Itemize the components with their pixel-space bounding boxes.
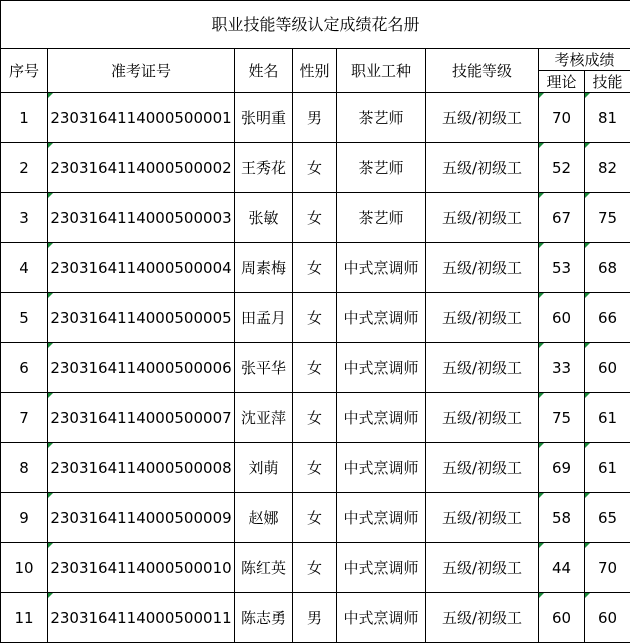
cell-job-text: 中式烹调师	[341, 408, 421, 428]
cell-level: 五级/初级工	[426, 293, 539, 343]
cell-job-text: 茶艺师	[341, 158, 421, 178]
cell-ticket: 2303164114000500003	[48, 193, 235, 243]
cell-job	[337, 293, 426, 343]
cell-seq: 6	[1, 343, 48, 393]
cell-job	[337, 343, 426, 393]
header-name: 姓名	[235, 49, 293, 93]
cell-ticket: 2303164114000500010	[48, 543, 235, 593]
cell-job-text: 中式烹调师	[341, 258, 421, 278]
cell-skill: 60	[585, 343, 630, 393]
cell-job-text: 中式烹调师	[341, 508, 421, 528]
cell-gender: 女	[293, 493, 337, 543]
cell-gender: 女	[293, 243, 337, 293]
cell-theory: 52	[539, 143, 585, 193]
table-row	[1, 493, 630, 543]
cell-level: 五级/初级工	[426, 593, 539, 643]
cell-ticket: 2303164114000500001	[48, 93, 235, 143]
cell-ticket: 2303164114000500007	[48, 393, 235, 443]
cell-theory: 33	[539, 343, 585, 393]
cell-gender: 男	[293, 593, 337, 643]
cell-seq: 10	[1, 543, 48, 593]
cell-seq: 11	[1, 593, 48, 643]
cell-skill: 61	[585, 443, 630, 493]
header-ticket: 准考证号	[48, 49, 235, 93]
table-row	[1, 593, 630, 643]
cell-job	[337, 243, 426, 293]
cell-job-text: 茶艺师	[341, 208, 421, 228]
cell-job	[337, 93, 426, 143]
cell-job-text: 中式烹调师	[341, 458, 421, 478]
cell-skill: 75	[585, 193, 630, 243]
cell-ticket: 2303164114000500006	[48, 343, 235, 393]
cell-theory: 67	[539, 193, 585, 243]
cell-level: 五级/初级工	[426, 493, 539, 543]
cell-seq: 5	[1, 293, 48, 343]
header-level: 技能等级	[426, 49, 539, 93]
cell-level: 五级/初级工	[426, 143, 539, 193]
cell-ticket: 2303164114000500004	[48, 243, 235, 293]
table-row	[1, 293, 630, 343]
cell-job-text: 中式烹调师	[341, 608, 421, 628]
cell-ticket: 2303164114000500005	[48, 293, 235, 343]
table-row	[1, 93, 630, 143]
cell-skill: 65	[585, 493, 630, 543]
cell-job	[337, 393, 426, 443]
cell-seq: 3	[1, 193, 48, 243]
cell-theory: 69	[539, 443, 585, 493]
cell-seq: 9	[1, 493, 48, 543]
cell-skill: 61	[585, 393, 630, 443]
table-row	[1, 193, 630, 243]
cell-gender: 男	[293, 93, 337, 143]
cell-gender: 女	[293, 293, 337, 343]
header-theory: 理论	[539, 71, 585, 93]
cell-level: 五级/初级工	[426, 93, 539, 143]
cell-skill: 60	[585, 593, 630, 643]
cell-theory: 58	[539, 493, 585, 543]
cell-theory: 70	[539, 93, 585, 143]
cell-ticket: 2303164114000500008	[48, 443, 235, 493]
cell-gender: 女	[293, 193, 337, 243]
table-row	[1, 443, 630, 493]
cell-job	[337, 193, 426, 243]
cell-job	[337, 143, 426, 193]
cell-name: 张敏	[235, 193, 293, 243]
cell-level: 五级/初级工	[426, 543, 539, 593]
cell-seq: 1	[1, 93, 48, 143]
cell-job-text: 茶艺师	[341, 108, 421, 128]
cell-seq: 8	[1, 443, 48, 493]
cell-seq: 7	[1, 393, 48, 443]
table-title: 职业技能等级认定成绩花名册	[1, 1, 630, 49]
table-row	[1, 393, 630, 443]
cell-name: 张平华	[235, 343, 293, 393]
cell-job	[337, 443, 426, 493]
cell-ticket: 2303164114000500009	[48, 493, 235, 543]
cell-level: 五级/初级工	[426, 243, 539, 293]
cell-skill: 66	[585, 293, 630, 343]
table-row	[1, 243, 630, 293]
cell-level: 五级/初级工	[426, 443, 539, 493]
cell-level: 五级/初级工	[426, 343, 539, 393]
cell-job-text: 中式烹调师	[341, 308, 421, 328]
table-row	[1, 543, 630, 593]
cell-gender: 女	[293, 393, 337, 443]
cell-job	[337, 593, 426, 643]
cell-name: 陈志勇	[235, 593, 293, 643]
cell-name: 张明重	[235, 93, 293, 143]
cell-name: 刘萌	[235, 443, 293, 493]
cell-gender: 女	[293, 143, 337, 193]
header-gender: 性别	[293, 49, 337, 93]
cell-seq: 4	[1, 243, 48, 293]
table-row	[1, 343, 630, 393]
cell-name: 王秀花	[235, 143, 293, 193]
cell-gender: 女	[293, 443, 337, 493]
cell-level: 五级/初级工	[426, 393, 539, 443]
cell-skill: 68	[585, 243, 630, 293]
cell-skill: 70	[585, 543, 630, 593]
cell-seq: 2	[1, 143, 48, 193]
cell-job	[337, 493, 426, 543]
cell-skill: 81	[585, 93, 630, 143]
cell-ticket: 2303164114000500002	[48, 143, 235, 193]
cell-job	[337, 543, 426, 593]
cell-theory: 44	[539, 543, 585, 593]
table-row	[1, 143, 630, 193]
cell-name: 沈亚萍	[235, 393, 293, 443]
cell-name: 陈红英	[235, 543, 293, 593]
cell-name: 赵娜	[235, 493, 293, 543]
cell-ticket: 2303164114000500011	[48, 593, 235, 643]
header-job: 职业工种	[337, 49, 426, 93]
cell-theory: 60	[539, 293, 585, 343]
cell-skill: 82	[585, 143, 630, 193]
header-skill: 技能	[585, 71, 630, 93]
cell-job-text: 中式烹调师	[341, 558, 421, 578]
cell-gender: 女	[293, 343, 337, 393]
cell-theory: 75	[539, 393, 585, 443]
cell-gender: 女	[293, 543, 337, 593]
cell-name: 田孟月	[235, 293, 293, 343]
header-seq: 序号	[1, 49, 48, 93]
cell-level: 五级/初级工	[426, 193, 539, 243]
cell-theory: 53	[539, 243, 585, 293]
cell-name: 周素梅	[235, 243, 293, 293]
cell-theory: 60	[539, 593, 585, 643]
cell-job-text: 中式烹调师	[341, 358, 421, 378]
header-score-group: 考核成绩	[539, 49, 630, 71]
